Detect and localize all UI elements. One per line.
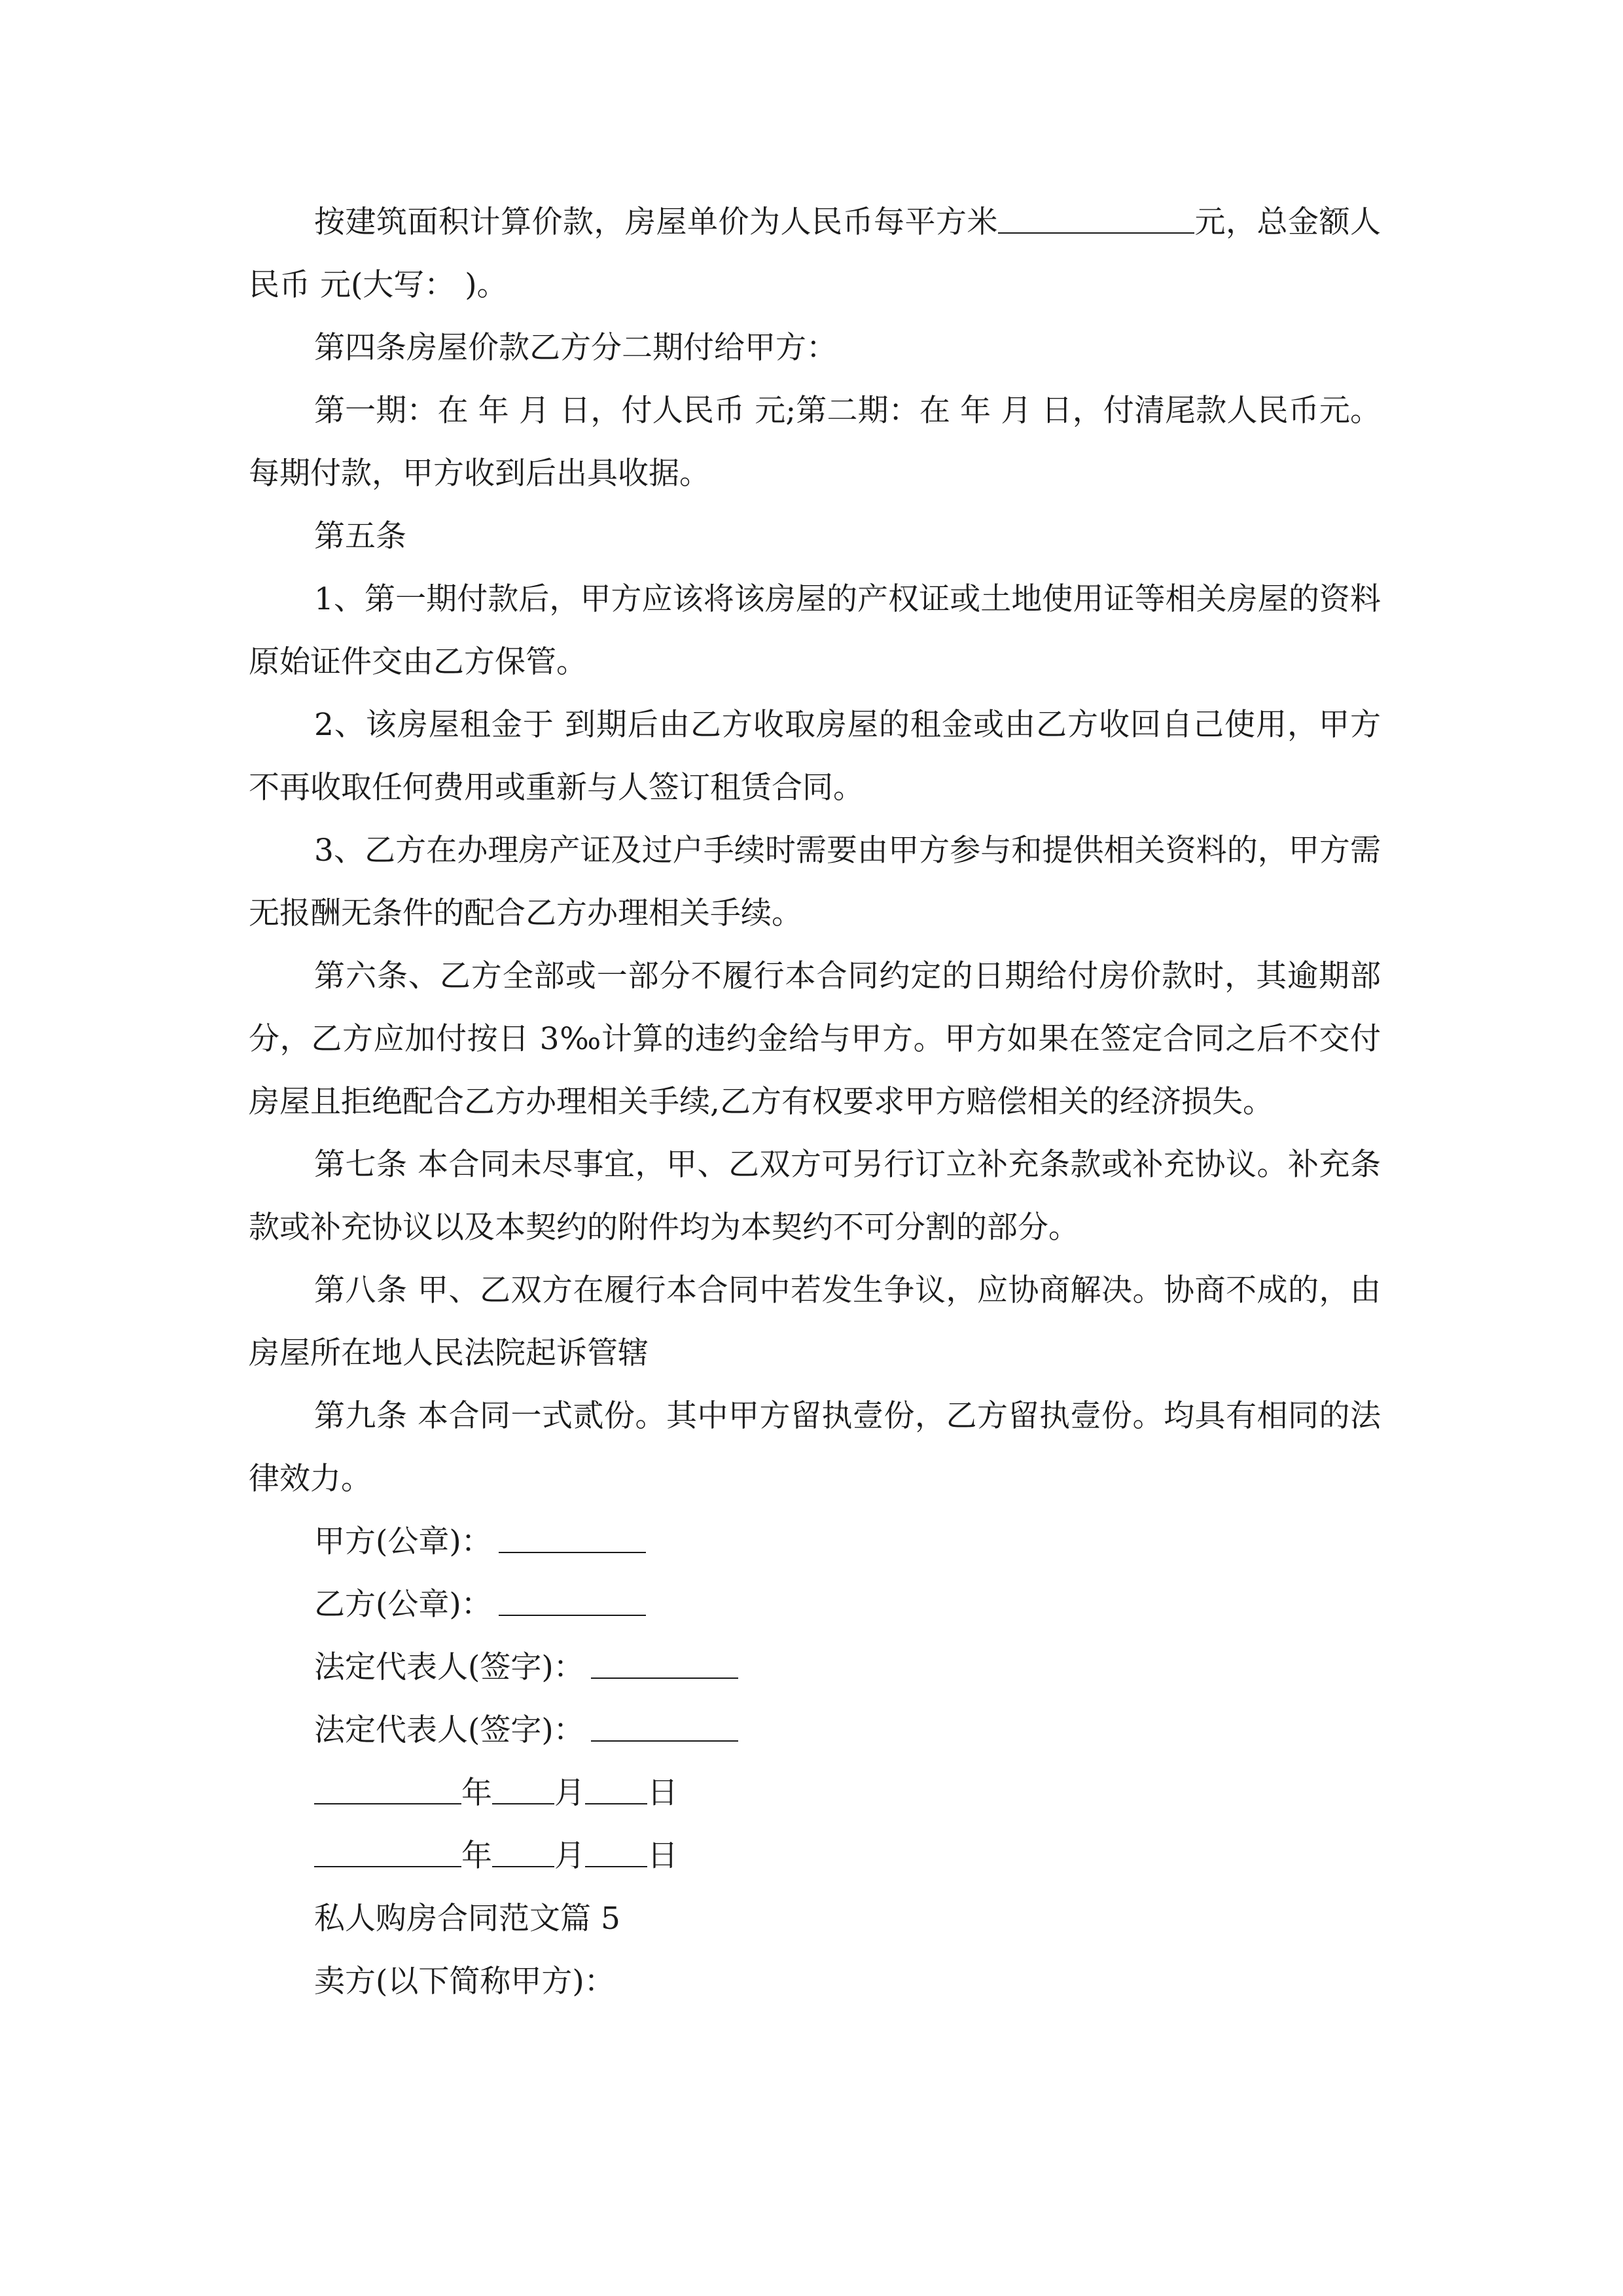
signature-line-representative-a [249, 1636, 1381, 1699]
signature-blank [499, 1588, 646, 1616]
contract-body [249, 191, 1381, 2013]
price-paragraph [249, 191, 1381, 317]
article-9-paragraph: 第九条 本合同一式贰份。其中甲方留执壹份，乙方留执壹份。均具有相同的法律效力。 [249, 1398, 1381, 1497]
article-5-item-1: 1、第一期付款后，甲方应该将该房屋的产权证或土地使用证等相关房屋的资料原始证件交由乙方保管。 [249, 581, 1381, 680]
article-5-item-3: 3、乙方在办理房产证及过户手续时需要由甲方参与和提供相关资料的，甲方需无报酬无条件的配合乙方办理相关手续。 [249, 833, 1381, 931]
month-label: 月 [554, 1775, 585, 1811]
signature-label: 法定代表人(签字)： [314, 1649, 584, 1685]
year-blank [314, 1777, 461, 1804]
price-text-before: 按建筑面积计算价款，房屋单价为人民币每平方米 [314, 204, 998, 240]
signature-blank [591, 1651, 738, 1679]
day-blank [585, 1840, 647, 1867]
date-line [249, 1762, 1381, 1825]
month-blank [492, 1840, 554, 1867]
unit-price-blank [998, 206, 1194, 234]
year-blank [314, 1840, 461, 1867]
article-8-paragraph: 第八条 甲、乙双方在履行本合同中若发生争议，应协商解决。协商不成的，由房屋所在地人民法院起诉管辖 [249, 1272, 1381, 1371]
signature-blank [591, 1714, 738, 1742]
seller-line: 卖方(以下简称甲方)： [314, 1964, 615, 2000]
article-7-paragraph: 第七条 本合同未尽事宜，甲、乙双方可另行订立补充条款或补充协议。补充条款或补充协议以及本契约的附件均为本契约不可分割的部分。 [249, 1147, 1381, 1246]
month-label: 月 [554, 1838, 585, 1874]
day-label: 日 [647, 1775, 678, 1811]
article-5-title: 第五条 [314, 518, 406, 554]
article-6-paragraph: 第六条、乙方全部或一部分不履行本合同约定的日期给付房价款时，其逾期部分，乙方应加付按日 3‰计算的违约金给与甲方。甲方如果在签定合同之后不交付房屋且拒绝配合乙方办理相关手续,乙方有权要求甲方赔偿相关的经济损失。 [249, 958, 1381, 1120]
signature-label: 甲方(公章)： [314, 1524, 492, 1560]
signature-line-party-b [249, 1573, 1381, 1636]
signature-label: 法定代表人(签字)： [314, 1712, 584, 1748]
signature-label: 乙方(公章)： [314, 1587, 492, 1623]
signature-blank [499, 1526, 646, 1553]
article-4-title: 第四条房屋价款乙方分二期付给甲方： [314, 330, 837, 366]
day-blank [585, 1777, 647, 1804]
signature-line-representative-b [249, 1699, 1381, 1762]
section-heading: 私人购房合同范文篇 5 [314, 1901, 620, 1937]
day-label: 日 [647, 1838, 678, 1874]
year-label: 年 [461, 1838, 492, 1874]
article-5-item-2: 2、该房屋租金于 到期后由乙方收取房屋的租金或由乙方收回自己使用，甲方不再收取任何费用或重新与人签订租赁合同。 [249, 707, 1381, 806]
year-label: 年 [461, 1775, 492, 1811]
month-blank [492, 1777, 554, 1804]
date-line [249, 1825, 1381, 1888]
price-text-after: 元，总金额人民币 元(大写： )。 [249, 204, 1381, 303]
payment-schedule-paragraph: 第一期：在 年 月 日，付人民币 元;第二期：在 年 月 日，付清尾款人民币元。 每期付款，甲方收到后出具收据。 [249, 393, 1381, 492]
signature-line-party-a [249, 1511, 1381, 1573]
